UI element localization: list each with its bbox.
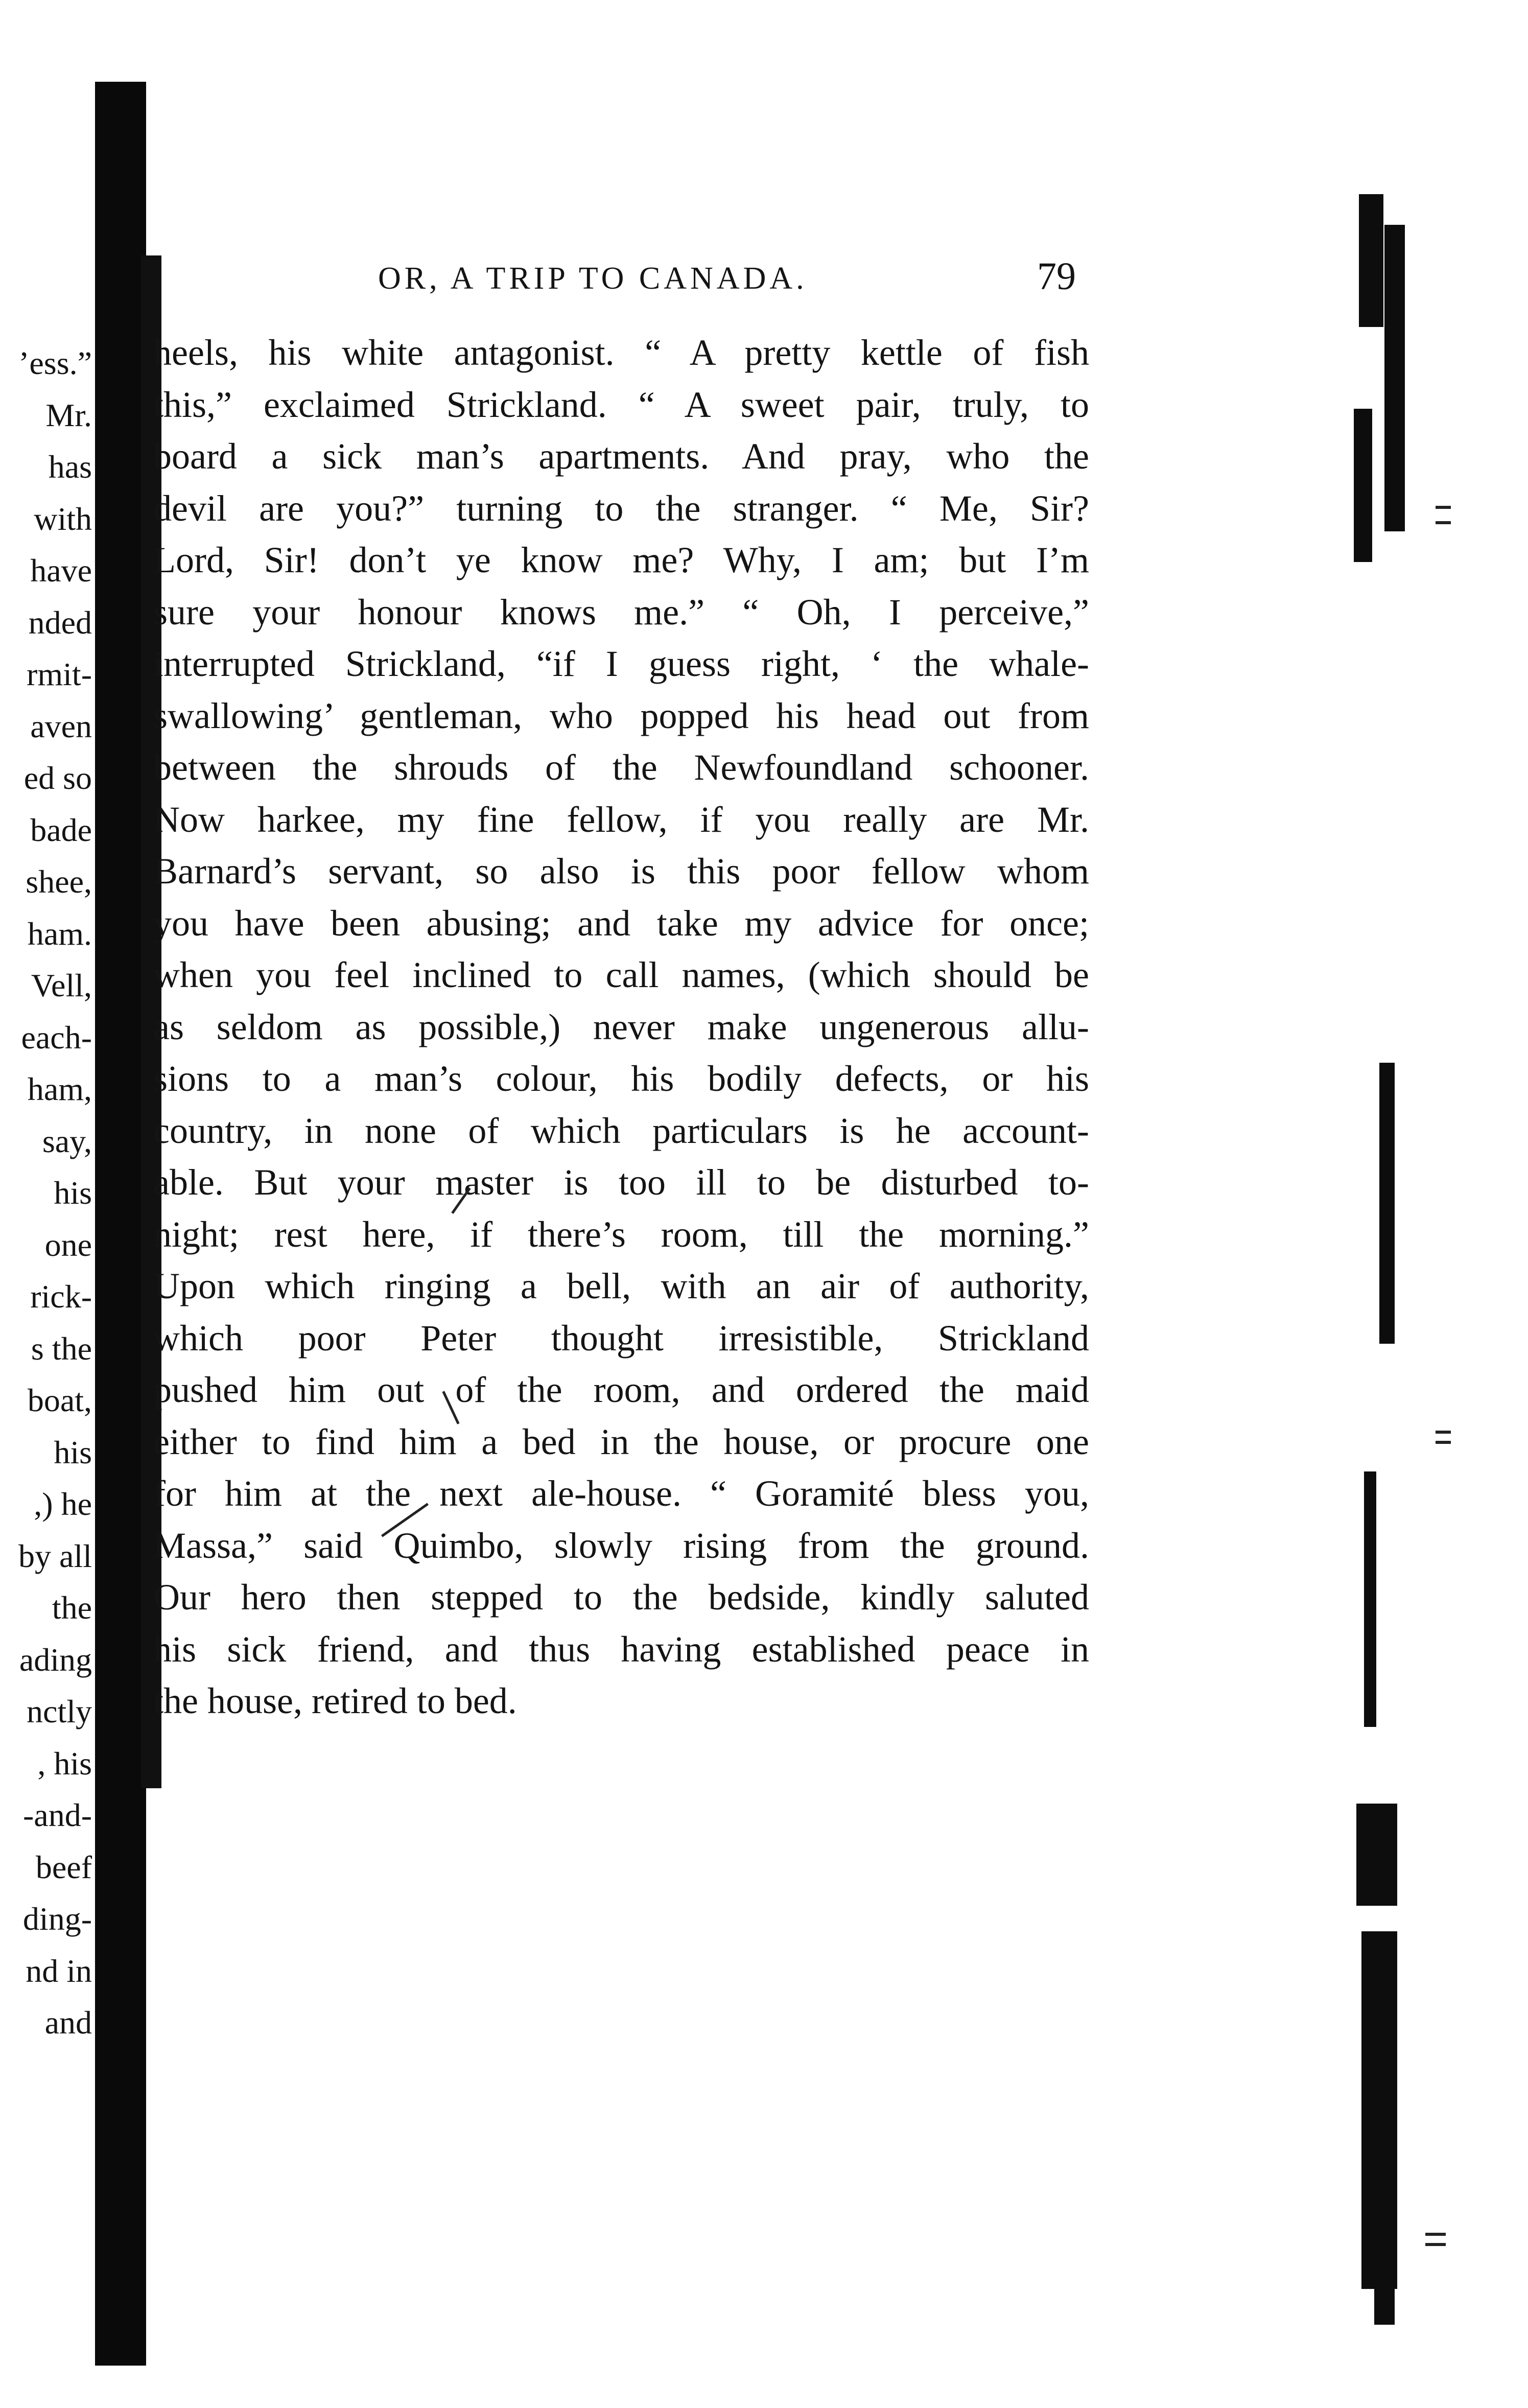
bleed-line: with xyxy=(34,500,92,537)
bleed-line: Mr. xyxy=(45,396,92,433)
bleed-line: s the xyxy=(31,1330,92,1367)
bleed-line: the xyxy=(52,1589,92,1626)
bleed-line: and xyxy=(44,2004,92,2041)
text-line: between the shrouds of the Newfoundland schooner. xyxy=(153,747,1089,788)
text-line: his sick friend, and thus having established peace in xyxy=(153,1628,1089,1670)
text-line: this,” exclaimed Strickland. “ A sweet pair, truly, to xyxy=(153,384,1089,425)
text-line: you have been abusing; and take my advice for once; xyxy=(153,902,1089,944)
text-line: board a sick man’s apartments. And pray, who the xyxy=(153,436,1089,477)
text-line: night; rest here, if there’s room, till the morning.” xyxy=(153,1213,1089,1255)
text-line: interrupted Strickland, “if I guess right, ‘ the whale- xyxy=(153,643,1089,684)
running-header-title: OR, A TRIP TO CANADA. xyxy=(378,261,808,296)
text-line: sure your honour knows me.” “ Oh, I perceive,” xyxy=(153,591,1089,633)
bleed-line: nctly xyxy=(27,1693,92,1729)
bleed-line: one xyxy=(44,1226,92,1263)
bleed-line: nded xyxy=(28,604,92,641)
text-line: Now harkee, my fine fellow, if you really are Mr. xyxy=(153,799,1089,840)
text-line: Our hero then stepped to the bedside, kindly saluted xyxy=(153,1577,1089,1618)
bleed-line: nd in xyxy=(26,1952,92,1989)
bleed-line: aven xyxy=(30,708,92,744)
text-line: the house, retired to bed. xyxy=(153,1680,517,1721)
bleed-line: ed so xyxy=(23,760,92,796)
bleed-line: Vell, xyxy=(31,967,92,1003)
text-line: Upon which ringing a bell, with an air of authority, xyxy=(153,1266,1089,1306)
bleed-line: his xyxy=(54,1175,92,1211)
body-text xyxy=(153,327,1089,1727)
text-line: which poor Peter thought irresistible, Strickland xyxy=(153,1317,1089,1359)
bleed-line: , his xyxy=(37,1745,92,1782)
text-line: pushed him out of the room, and ordered the maid xyxy=(153,1369,1089,1410)
bleed-line: ham. xyxy=(27,915,92,952)
book-binding-shadow xyxy=(95,82,146,2366)
bleed-line: have xyxy=(30,552,92,589)
bleed-line: by all xyxy=(18,1537,92,1574)
text-line: swallowing’ gentleman, who popped his head out from xyxy=(153,695,1089,736)
text-line: Massa,” said Quimbo, slowly rising from the ground. xyxy=(153,1525,1089,1566)
text-line: country, in none of which particulars is he account- xyxy=(153,1110,1089,1151)
text-line: as seldom as possible,) never make ungenerous allu- xyxy=(153,1006,1089,1047)
text-line: heels, his white antagonist. “ A pretty kettle of fish xyxy=(153,332,1089,373)
text-line: Barnard’s servant, so also is this poor fellow whom xyxy=(153,851,1089,892)
text-line: when you feel inclined to call names, (which should be xyxy=(153,954,1089,995)
bleed-line: ham, xyxy=(27,1071,92,1107)
bleed-line: -and- xyxy=(22,1797,92,1833)
scan-edge-noise xyxy=(1349,194,1451,2340)
bleed-line: has xyxy=(48,449,92,485)
bleed-line: rmit- xyxy=(27,656,92,692)
text-line: sions to a man’s colour, his bodily defects, or his xyxy=(153,1058,1089,1099)
bleed-line: boat, xyxy=(27,1382,92,1418)
page-number: 79 xyxy=(1037,255,1076,298)
bleed-line: ding- xyxy=(22,1901,92,1937)
bleed-line: each- xyxy=(21,1019,92,1056)
bleed-line: ading xyxy=(19,1641,92,1678)
bleed-line: his xyxy=(54,1434,92,1470)
bleed-line: beef xyxy=(35,1849,92,1885)
bleed-line: rick- xyxy=(30,1278,92,1315)
text-line: either to find him a bed in the house, or procure one xyxy=(153,1421,1089,1462)
text-line: Lord, Sir! don’t ye know me? Why, I am; but I’m xyxy=(153,540,1089,580)
text-line: devil are you?” turning to the stranger. “ Me, Sir? xyxy=(153,487,1089,529)
bleed-line: shee, xyxy=(26,863,92,900)
previous-page-bleed xyxy=(0,337,97,2049)
bleed-line: bade xyxy=(30,811,92,848)
text-line: for him at the next ale-house. “ Goramité bless you, xyxy=(153,1473,1089,1514)
bleed-line: ’ess.” xyxy=(18,345,92,381)
bleed-line: say, xyxy=(42,1123,92,1159)
text-line: able. But your master is too ill to be disturbed to- xyxy=(153,1162,1089,1203)
bleed-line: ,) he xyxy=(34,1486,92,1522)
